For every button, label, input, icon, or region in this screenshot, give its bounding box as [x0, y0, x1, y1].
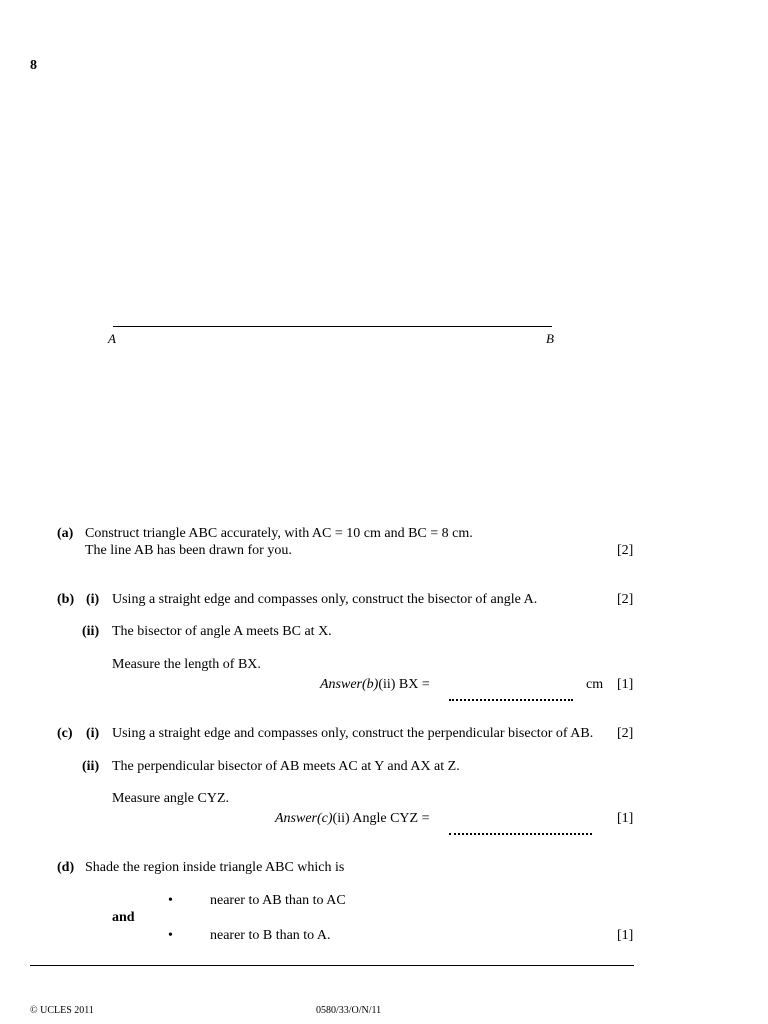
part-a-label: (a)	[57, 526, 74, 541]
answer-c-prefix: Answer(c)	[275, 811, 333, 826]
line-ab	[113, 326, 552, 327]
page-number: 8	[30, 58, 37, 73]
part-d-and: and	[112, 910, 135, 925]
answer-b-ii-label	[320, 677, 430, 693]
part-b-ii-label: (ii)	[82, 624, 100, 639]
footer-code: 0580/33/O/N/11	[316, 1005, 382, 1016]
label-b: B	[546, 331, 554, 346]
part-c-label: (c)	[57, 726, 73, 741]
part-c-ii-text: The perpendicular bisector of AB meets AC at Y and AX at Z.	[112, 759, 460, 774]
part-b-ii-marks: [1]	[617, 677, 634, 692]
answer-b-prefix: Answer(b)	[320, 677, 379, 692]
bullet-icon: •	[168, 893, 173, 908]
part-d-marks: [1]	[617, 928, 634, 943]
part-a-text2: The line AB has been drawn for you.	[85, 543, 292, 558]
answer-c-ii-field[interactable]	[449, 824, 592, 840]
answer-c-text: (ii) Angle CYZ =	[332, 811, 430, 826]
part-d-text: Shade the region inside triangle ABC which is	[85, 860, 345, 875]
answer-c-ii-label	[275, 811, 430, 827]
part-c-i-marks: [2]	[617, 726, 634, 741]
answer-b-ii-unit: cm	[586, 677, 604, 692]
part-b-ii-text2: Measure the length of BX.	[112, 657, 261, 672]
answer-b-text: (ii) BX =	[378, 677, 430, 692]
part-d-label: (d)	[57, 860, 75, 875]
part-a-text: Construct triangle ABC accurately, with AC = 10 cm and BC = 8 cm.	[85, 526, 473, 541]
part-a-marks: [2]	[617, 543, 634, 558]
part-d-bullet2: nearer to B than to A.	[210, 928, 331, 943]
answer-b-ii-field[interactable]	[449, 690, 573, 706]
footer-rule	[30, 965, 634, 966]
part-c-i-label: (i)	[86, 726, 100, 741]
part-c-i-text: Using a straight edge and compasses only, construct the perpendicular bisector of AB.	[112, 726, 594, 741]
bullet-icon: •	[168, 928, 173, 943]
label-a: A	[108, 331, 116, 346]
part-b-ii-text: The bisector of angle A meets BC at X.	[112, 624, 332, 639]
part-c-ii-label: (ii)	[82, 759, 100, 774]
part-c-ii-text2: Measure angle CYZ.	[112, 791, 230, 806]
part-c-ii-marks: [1]	[617, 811, 634, 826]
part-d-bullet1: nearer to AB than to AC	[210, 893, 346, 908]
part-b-label: (b)	[57, 592, 75, 607]
part-b-i-label: (i)	[86, 592, 100, 607]
part-b-i-text: Using a straight edge and compasses only, construct the bisector of angle A.	[112, 592, 538, 607]
footer-copyright: © UCLES 2011	[30, 1005, 94, 1016]
part-b-i-marks: [2]	[617, 592, 634, 607]
